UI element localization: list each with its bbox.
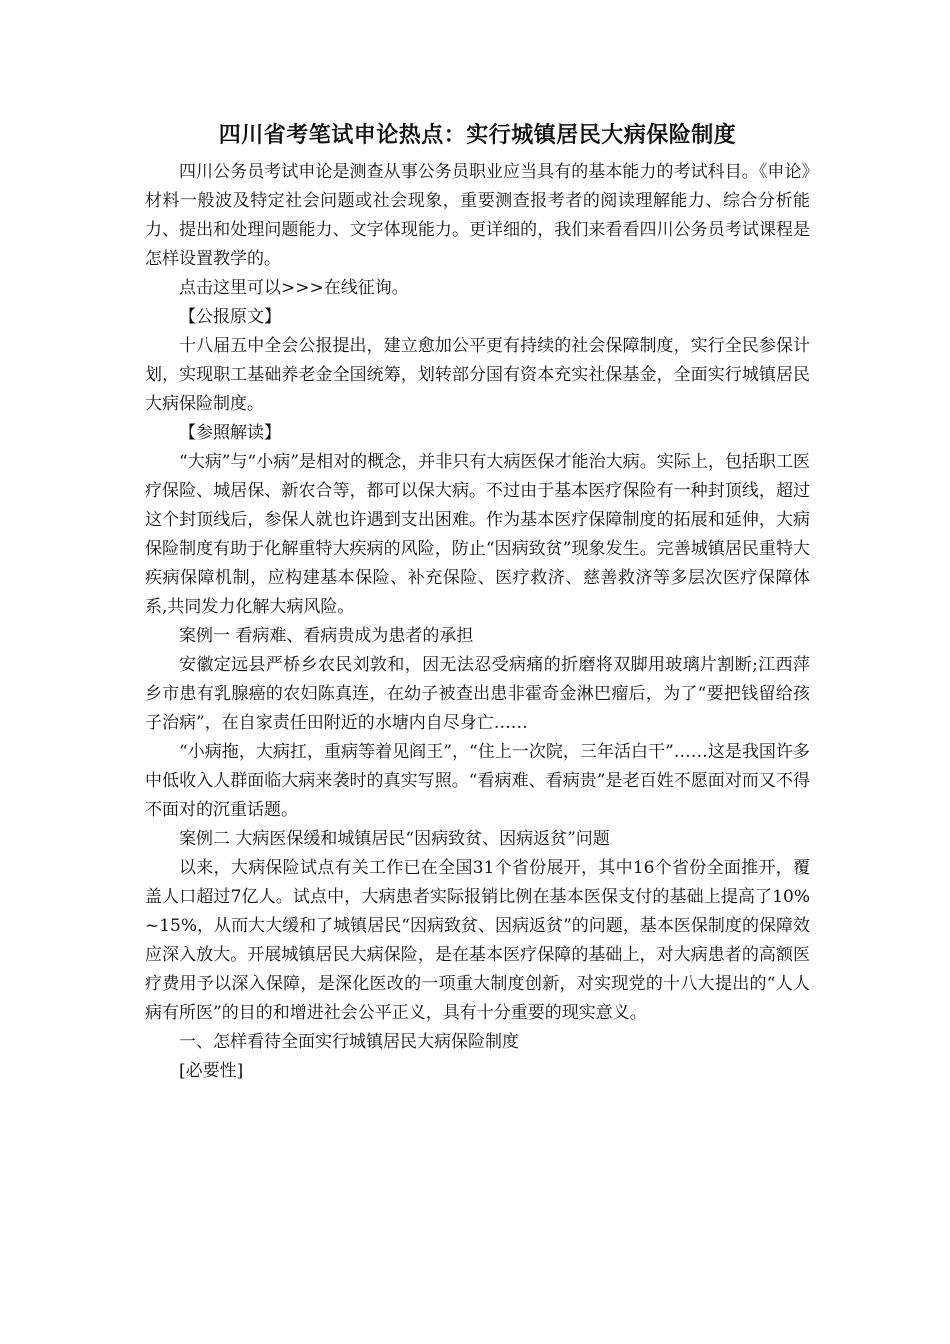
document-body bbox=[145, 118, 810, 1086]
section-heading-interpretation: 【参照解读】 bbox=[179, 423, 281, 443]
case-one-heading: 案例一 看病难、看病贵成为患者的承担 bbox=[179, 626, 474, 646]
document-title: 四川省考笔试申论热点：实行城镇居民大病保险制度 bbox=[218, 123, 737, 148]
section-heading-how-to-view: 一、怎样看待全面实行城镇居民大病保险制度 bbox=[179, 1032, 519, 1052]
subheading-necessity: [必要性] bbox=[179, 1061, 244, 1081]
section-heading-original-text: 【公报原文】 bbox=[179, 307, 281, 327]
paragraph-interpretation: “大病”与“小病”是相对的概念，并非只有大病医保才能治大病。实际上，包括职工医疗保险、城居保、新农合等，都可以保大病。不过由于基本医疗保险有一种封顶线，超过这个封顶线后，参保人就也许遇到支出困难。作为基本医疗保障制度的拓展和延伸，大病保险制度有助于化解重特大疾病的风险，防止“因病致贫”现象发生。完善城镇居民重特大疾病保障机制，应构建基本保险、补充保险、医疗救济、慈善救济等多层次医疗保障体系,共同发力化解大病风险。 bbox=[145, 452, 810, 617]
paragraph-case-one-saying: “小病拖，大病扛，重病等着见阎王”，“住上一次院，三年活白干”……这是我国许多中低收入人群面临大病来袭时的真实写照。“看病难、看病贵”是老百姓不愿面对而又不得不面对的沉重话题。 bbox=[145, 742, 810, 820]
paragraph-intro: 四川公务员考试申论是测查从事公务员职业应当具有的基本能力的考试科目。《申论》材料一般波及特定社会问题或社会现象，重要测查报考者的阅读理解能力、综合分析能力、提出和处理问题能力、文字体现能力。更详细的，我们来看看四川公务员考试课程是怎样设置教学的。 bbox=[145, 162, 810, 269]
paragraph-consult-link: 点击这里可以>>>在线征询。 bbox=[179, 278, 409, 298]
paragraph-case-two: 以来，大病保险试点有关工作已在全国31个省份展开，其中16个省份全面推开，覆盖人口超过7亿人。试点中，大病患者实际报销比例在基本医保支付的基础上提高了10%~15%，从而大大缓和了城镇居民“因病致贫、因病返贫”的问题，基本医保制度的保障效应深入放大。开展城镇居民大病保险，是在基本医疗保障的基础上，对大病患者的高额医疗费用予以深入保障，是深化医改的一项重大制度创新，对实现党的十八大提出的“人人病有所医”的目的和增进社会公平正义，具有十分重要的现实意义。 bbox=[145, 858, 810, 1023]
case-two-heading: 案例二 大病医保缓和城镇居民“因病致贫、因病返贫”问题 bbox=[179, 829, 610, 849]
paragraph-case-one: 安徽定远县严桥乡农民刘敦和，因无法忍受病痛的折磨将双脚用玻璃片割断;江西萍乡市患有乳腺癌的农妇陈真连，在幼子被查出患非霍奇金淋巴瘤后，为了“要把钱留给孩子治病”，在自家责任田附近的水塘内自尽身亡…… bbox=[145, 655, 810, 733]
paragraph-communique: 十八届五中全会公报提出，建立愈加公平更有持续的社会保障制度，实行全民参保计划，实现职工基础养老金全国统筹，划转部分国有资本充实社保基金，全面实行城镇居民大病保险制度。 bbox=[145, 336, 810, 414]
